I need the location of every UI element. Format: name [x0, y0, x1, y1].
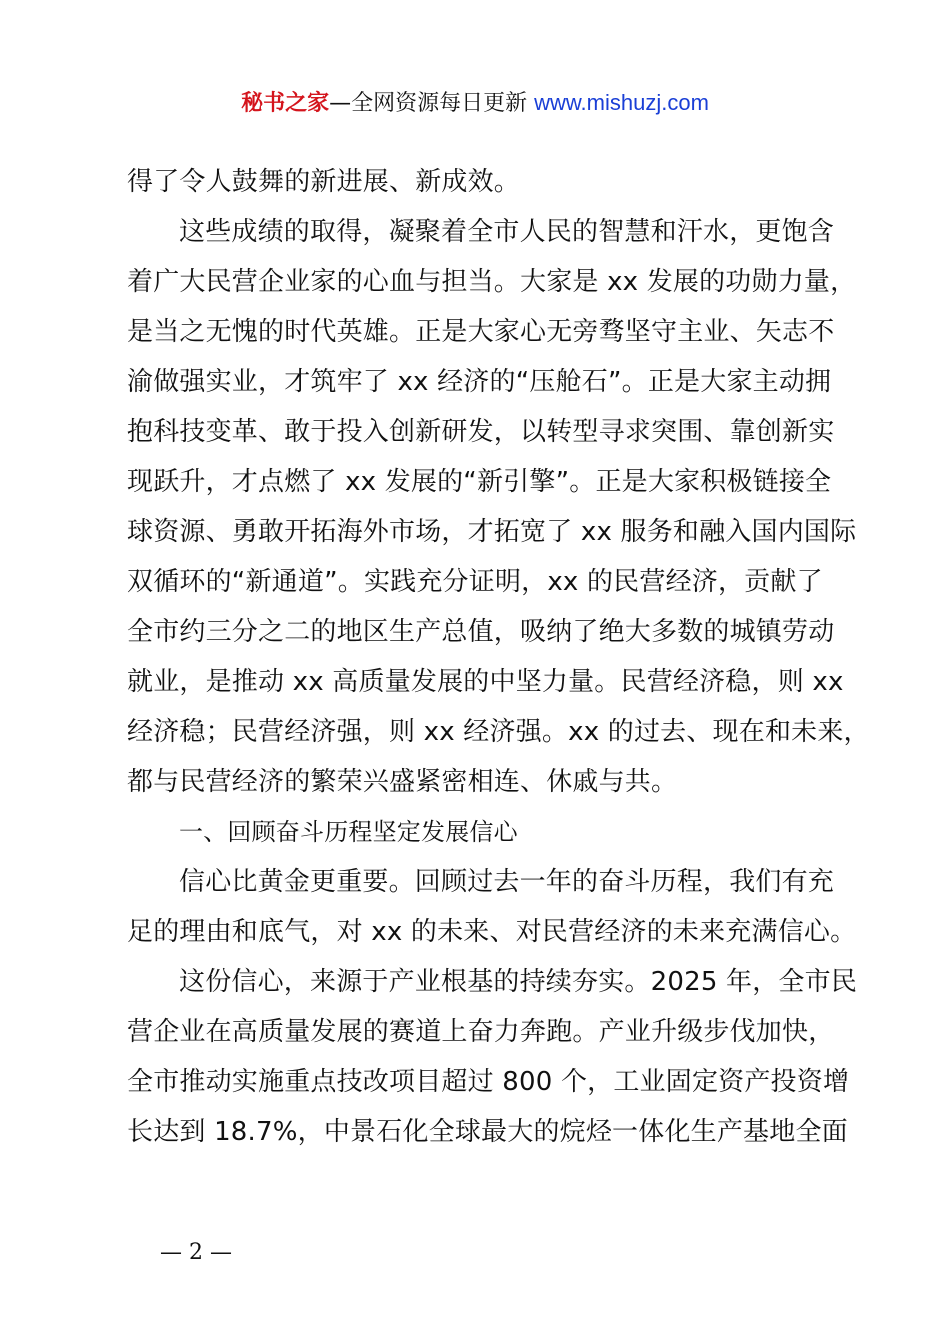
text-line: 着广大民营企业家的心血与担当。大家是 xx 发展的功勋力量，	[127, 267, 857, 297]
document-body	[127, 157, 870, 1157]
text-line: 双循环的“新通道”。实践充分证明，xx 的民营经济，贡献了	[127, 567, 823, 597]
text-line: 得了令人鼓舞的新进展、新成效。	[127, 167, 521, 197]
brand-name: 秘书之家	[241, 91, 330, 116]
text-line: 长达到 18.7%，中景石化全球最大的烷烃一体化生产基地全面	[127, 1117, 848, 1147]
section-heading: 一、回顾奋斗历程坚定发展信心	[179, 818, 518, 846]
text-line: 营企业在高质量发展的赛道上奋力奔跑。产业升级步伐加快，	[127, 1017, 835, 1047]
text-line: 球资源、勇敢开拓海外市场，才拓宽了 xx 服务和融入国内国际	[127, 517, 857, 547]
site-url[interactable]: www.mishuzj.com	[534, 90, 709, 115]
text-line: 这些成绩的取得，凝聚着全市人民的智慧和汗水，更饱含	[179, 217, 835, 247]
text-line: 全市推动实施重点技改项目超过 800 个，工业固定资产投资增	[127, 1067, 850, 1097]
header-slogan: —全网资源每日更新	[329, 91, 528, 116]
text-line: 渝做强实业，才筑牢了 xx 经济的“压舱石”。正是大家主动拥	[127, 367, 832, 397]
text-line: 就业，是推动 xx 高质量发展的中坚力量。民营经济稳，则 xx	[127, 667, 844, 697]
text-line: 抱科技变革、敢于投入创新研发，以转型寻求突围、靠创新实	[127, 417, 835, 447]
text-line: 都与民营经济的繁荣兴盛紧密相连、休戚与共。	[127, 767, 678, 797]
text-line: 全市约三分之二的地区生产总值，吸纳了绝大多数的城镇劳动	[127, 617, 835, 647]
text-line: 是当之无愧的时代英雄。正是大家心无旁骛坚守主业、矢志不	[127, 317, 835, 347]
text-line: 信心比黄金更重要。回顾过去一年的奋斗历程，我们有充	[179, 867, 835, 897]
site-header	[0, 86, 950, 121]
text-line: 足的理由和底气，对 xx 的未来、对民营经济的未来充满信心。	[127, 917, 857, 947]
text-line: 这份信心，来源于产业根基的持续夯实。2025 年，全市民	[179, 967, 858, 997]
text-line: 现跃升，才点燃了 xx 发展的“新引擎”。正是大家积极链接全	[127, 467, 832, 497]
page-number: — 2 —	[160, 1240, 232, 1265]
text-line: 经济稳；民营经济强，则 xx 经济强。xx 的过去、现在和未来，	[127, 717, 870, 747]
